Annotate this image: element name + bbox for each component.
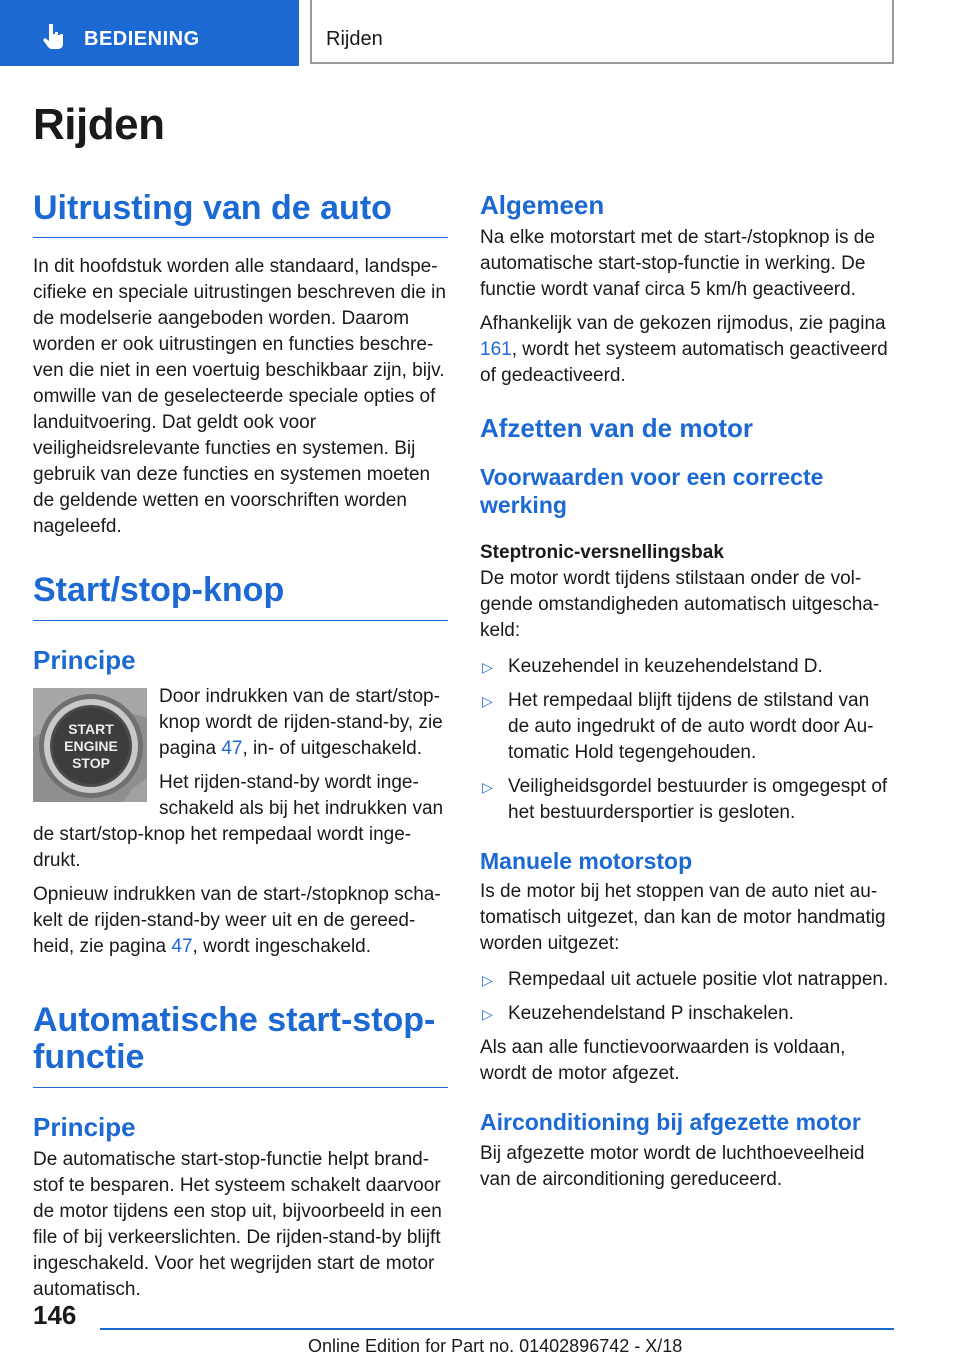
start-stop-button-image xyxy=(33,688,147,802)
hand-pointer-icon xyxy=(40,22,68,50)
triangle-bullet-icon: ▷ xyxy=(482,778,493,795)
principle-block xyxy=(33,684,448,960)
press-paragraph-3: Opnieuw indrukken van de start-/stopknop schakelt de rijden-stand-by weer uit en de gereedheid, zie pagina 47, wordt ingeschakeld. xyxy=(33,883,441,957)
heading-principle-1: Principe xyxy=(33,644,136,675)
left-column xyxy=(33,190,448,1303)
manual-list xyxy=(480,967,895,1027)
heading-aircon: Airconditioning bij afgezette motor xyxy=(480,1109,861,1136)
conditions-list xyxy=(480,654,895,826)
triangle-bullet-icon: ▷ xyxy=(482,658,493,675)
heading-principle-2: Principe xyxy=(33,1111,136,1142)
heading-manual-stop: Manuele motorstop xyxy=(480,847,693,874)
list-item: ▷ Rempedaal uit actuele positie vlot natrappen. xyxy=(480,967,895,993)
heading-steptronic: Steptronic-versnellingsbak xyxy=(480,541,724,563)
list-item: ▷ Keuzehendel in keuzehendelstand D. xyxy=(480,654,895,680)
heading-equipment: Uitrusting van de auto xyxy=(33,190,448,238)
equipment-paragraph: In dit hoofdstuk worden alle standaard, landspecifieke en speciale uitrustingen beschreven die in de modelserie aangeboden worden. Daarom worden er ook uitrustingen en functies beschreven die niet in een voertuig beschikbaar zijn, bijv. omwille van de geselecteerde speciale opties of landuitvoering. Dat geldt ook voor veiligheidsrelevante functies en systemen. Bij gebruik van deze functies en systemen moeten de geldende wetten en voorschriften worden nageleefd. xyxy=(33,256,446,538)
edition-text: Online Edition for Part no. 01402896742 - X/18 xyxy=(308,1336,683,1356)
all-conditions-paragraph: Als aan alle functievoorwaarden is voldaan, wordt de motor afgezet. xyxy=(480,1037,846,1085)
triangle-bullet-icon: ▷ xyxy=(482,1006,493,1023)
aircon-paragraph: Bij afgezette motor wordt de luchthoeveelheid van de airconditioning gereduceerd. xyxy=(480,1142,865,1190)
auto-paragraph: De automatische start-stop-functie helpt brandstof te besparen. Het systeem schakelt daarvoor de motor tijdens een stop uit, bijvoorbeeld in een file of bij verkeerslichten. De rijden-stand-by blijft ingeschakeld. Voor het wegrijden start de motor automatisch. xyxy=(33,1148,442,1300)
button-text-stop: STOP xyxy=(72,754,110,771)
steptronic-paragraph: De motor wordt tijdens stilstaan onder de volgende omstandigheden automatisch uitgeschakeld: xyxy=(480,567,880,641)
start-engine-stop-icon xyxy=(33,688,147,802)
mode-paragraph: Afhankelijk van de gekozen rijmodus, zie pagina 161, wordt het systeem automatisch geactiveerd of gedeactiveerd. xyxy=(480,313,888,387)
page-link-47-b[interactable]: 47 xyxy=(171,935,193,957)
general-paragraph: Na elke motorstart met de start-/stopknop is de automatische start-stop-functie in werking. De functie wordt vanaf circa 5 km/h geactiveerd. xyxy=(480,227,875,301)
button-text-start: START xyxy=(68,720,114,737)
list-item: ▷ Het rempedaal blijft tijdens de stilstand van de auto ingedrukt of de auto wordt door Automatic Hold tegengehouden. xyxy=(482,689,874,763)
right-column xyxy=(480,190,895,1193)
page-link-47[interactable]: 47 xyxy=(221,737,243,759)
triangle-bullet-icon: ▷ xyxy=(482,972,493,989)
triangle-bullet-icon: ▷ xyxy=(482,692,493,709)
page-title: Rijden xyxy=(33,100,165,149)
heading-start-stop-button: Start/stop-knop xyxy=(33,572,448,620)
list-item: ▷ Keuzehendelstand P inschakelen. xyxy=(480,1001,895,1027)
press-paragraph-1: Door indrukken van de start/stopknop wordt de rijden-stand-by, zie pagina 47, in- of uitgeschakeld. xyxy=(159,685,443,759)
section-tab xyxy=(0,0,299,66)
heading-conditions: Voorwaarden voor een correcte werking xyxy=(480,464,824,518)
heading-auto-start-stop: Automatische start-stop-functie xyxy=(33,1002,448,1088)
button-text-engine: ENGINE xyxy=(64,737,118,754)
chapter-label: Rijden xyxy=(326,28,383,50)
page-number: 146 xyxy=(33,1300,77,1330)
press-paragraph-2: Het rijden-stand-by wordt ingeschakeld als bij het indrukken van de start/stop-knop het rempedaal wordt ingedrukt. xyxy=(33,771,444,871)
manual-paragraph: Is de motor bij het stoppen van de auto niet automatisch uitgezet, dan kan de motor handmatig worden uitgezet: xyxy=(480,881,886,955)
heading-general: Algemeen xyxy=(480,190,605,220)
section-label: BEDIENING xyxy=(84,28,200,50)
footer-divider xyxy=(100,1328,894,1330)
heading-stop-engine: Afzetten van de motor xyxy=(480,413,754,444)
list-item: ▷ Veiligheidsgordel bestuurder is omgegespt of het bestuurdersportier is gesloten. xyxy=(482,775,888,823)
chapter-header xyxy=(310,0,894,64)
page-link-161[interactable]: 161 xyxy=(480,339,512,361)
